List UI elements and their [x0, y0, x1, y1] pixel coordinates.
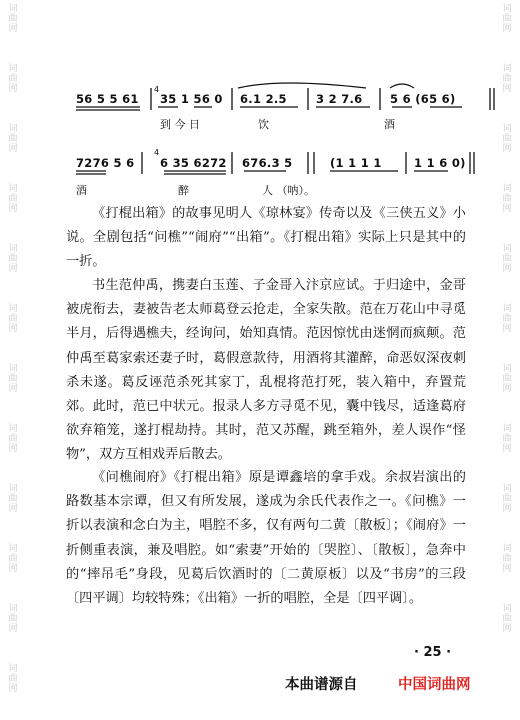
- watermark-char: 网: [502, 624, 512, 634]
- watermark-right-6: [502, 304, 512, 334]
- watermark-right-11: [502, 604, 512, 634]
- watermark-char: 词: [8, 604, 18, 614]
- watermark-char: 词: [502, 424, 512, 434]
- score-row2-measure1: 7276 5 6: [76, 156, 135, 170]
- watermark-char: 网: [8, 444, 18, 454]
- watermark-left-7: [8, 364, 18, 394]
- watermark-char: 网: [8, 264, 18, 274]
- svg-text:4: 4: [154, 85, 160, 94]
- watermark-right-10: [502, 544, 512, 574]
- watermark-char: 词: [8, 244, 18, 254]
- watermark-char: 网: [8, 504, 18, 514]
- watermark-char: 网: [502, 444, 512, 454]
- watermark-char: 网: [502, 84, 512, 94]
- lyric-row2-b: 醉: [178, 184, 189, 197]
- watermark-left-6: [8, 304, 18, 334]
- watermark-char: 曲: [8, 434, 18, 444]
- watermark-char: 词: [502, 64, 512, 74]
- watermark-char: 网: [8, 564, 18, 574]
- footer-site-link[interactable]: 中国词曲网: [398, 677, 471, 693]
- paragraph-plot: 书生范仲禹，携妻白玉莲、子金哥入汴京应试。于归途中，金哥被虎衔去，妻被告老太师葛登云抢走，全家失散。范在万花山中寻觅半月，后得遇樵夫，经询问，始知真情。范因惊忧由迷惘而疯颠。范仲禹至葛家索还妻子时，葛假意款待，用酒将其灌醉，命恶奴深夜刺杀未遂。葛反诬范杀死其家丁，乱棍将范打死，装入箱中，弃置荒郊。此时，范已中状元。报录人多方寻觅不见，囊中钱尽，适逢葛府欲弃箱笼，遂打棍劫持。其时，范又苏醒，跳至箱外，差人误作“怪物”，双方互相戏弄后散去。: [66, 278, 466, 463]
- footer-source-text: 本曲谱源自: [285, 677, 358, 693]
- watermark-char: 网: [8, 204, 18, 214]
- paragraph-intro: 《打棍出箱》的故事见明人《琼林宴》传奇以及《三侠五义》小说。全剧包括“问樵”“闹府”“出箱”。《打棍出箱》实际上只是其中的一折。: [66, 206, 466, 270]
- watermark-char: 词: [502, 124, 512, 134]
- watermark-char: 词: [502, 544, 512, 554]
- watermark-char: 曲: [502, 554, 512, 564]
- watermark-char: 词: [8, 484, 18, 494]
- watermark-char: 曲: [502, 254, 512, 264]
- watermark-char: 词: [8, 184, 18, 194]
- watermark-char: 网: [8, 684, 18, 694]
- watermark-char: 曲: [502, 614, 512, 624]
- score-row2-measure5: 1 1 6 0): [414, 156, 466, 170]
- watermark-char: 词: [8, 664, 18, 674]
- watermark-left-11: [8, 604, 18, 634]
- watermark-char: 曲: [8, 194, 18, 204]
- watermark-left-9: [8, 484, 18, 514]
- watermark-left-5: [8, 244, 18, 274]
- watermark-char: 网: [502, 264, 512, 274]
- page-number: · 25 ·: [414, 645, 452, 660]
- watermark-char: 词: [8, 4, 18, 14]
- watermark-char: 曲: [8, 314, 18, 324]
- watermark-char: 网: [8, 24, 18, 34]
- watermark-char: 网: [8, 84, 18, 94]
- paragraph-performance: 《问樵闹府》《打棍出箱》原是谭鑫培的拿手戏。余叔岩演出的路数基本宗谭，但又有所发展，遂成为余氏代表作之一。《问樵》一折以表演和念白为主，唱腔不多，仅有两句二黄〔散板〕；《闹府》一折侧重表演，兼及唱腔。如“索妻”开始的〔哭腔〕、〔散板〕，急奔中的“摔吊毛”身段，见葛后饮酒时的〔二黄原板〕以及“书房”的三段〔四平调〕均较特殊；《出箱》一折的唱腔，全是〔四平调〕。: [66, 470, 466, 607]
- watermark-left-12: [8, 664, 18, 694]
- watermark-char: 曲: [502, 134, 512, 144]
- score-row2-measure3: 676.3 5: [242, 156, 293, 170]
- watermark-char: 曲: [502, 434, 512, 444]
- watermark-char: 词: [8, 544, 18, 554]
- watermark-char: 词: [502, 364, 512, 374]
- watermark-char: 词: [8, 424, 18, 434]
- watermark-char: 网: [502, 204, 512, 214]
- watermark-char: 词: [8, 304, 18, 314]
- watermark-char: 网: [502, 504, 512, 514]
- watermark-char: 词: [502, 244, 512, 254]
- watermark-char: 网: [502, 564, 512, 574]
- watermark-char: 曲: [8, 614, 18, 624]
- watermark-char: 曲: [502, 74, 512, 84]
- watermark-char: 曲: [8, 674, 18, 684]
- score-row1-measure3: 6.1 2.5: [240, 92, 287, 106]
- watermark-char: 曲: [502, 374, 512, 384]
- watermark-right-5: [502, 244, 512, 274]
- watermark-char: 词: [8, 64, 18, 74]
- lyric-row2-c: 人 （呐）。: [262, 184, 315, 197]
- watermark-char: 网: [8, 624, 18, 634]
- score-row1-measure1: 56 5 5 61: [76, 92, 139, 106]
- watermark-char: 词: [502, 304, 512, 314]
- score-row1-measure5: 5 6 (65 6): [390, 92, 456, 106]
- watermark-left-10: [8, 544, 18, 574]
- watermark-char: 词: [502, 484, 512, 494]
- watermark-char: 网: [502, 144, 512, 154]
- watermark-right-9: [502, 484, 512, 514]
- watermark-char: 词: [502, 604, 512, 614]
- watermark-char: 网: [8, 384, 18, 394]
- watermark-char: 曲: [502, 494, 512, 504]
- watermark-char: 网: [8, 144, 18, 154]
- watermark-char: 词: [8, 124, 18, 134]
- watermark-right-8: [502, 424, 512, 454]
- watermark-char: 网: [502, 24, 512, 34]
- lyric-row1-a: 到 今 日: [160, 118, 200, 131]
- score-row2-measure2: 6 35 6272: [160, 156, 227, 170]
- watermark-char: 词: [502, 184, 512, 194]
- watermark-char: 网: [8, 324, 18, 334]
- watermark-char: 词: [502, 4, 512, 14]
- lyric-row2-a: 酒: [76, 184, 87, 197]
- watermark-char: 曲: [8, 254, 18, 264]
- watermark-char: 曲: [8, 74, 18, 84]
- watermark-char: 网: [502, 324, 512, 334]
- score-row1-measure4: 3 2 7.6: [316, 92, 363, 106]
- watermark-char: 曲: [8, 374, 18, 384]
- watermark-right-7: [502, 364, 512, 394]
- watermark-char: 曲: [502, 194, 512, 204]
- score-row2-measure4: (1 1 1 1: [330, 156, 382, 170]
- watermark-char: 曲: [8, 554, 18, 564]
- watermark-char: 曲: [502, 14, 512, 24]
- lyric-row1-b: 饮: [258, 118, 269, 131]
- watermark-char: 词: [8, 364, 18, 374]
- score-row1-measure2: 35 1 56 0: [160, 92, 223, 106]
- watermark-char: 曲: [502, 314, 512, 324]
- watermark-char: 曲: [8, 14, 18, 24]
- lyric-row1-c: 酒: [384, 118, 395, 131]
- watermark-char: 曲: [8, 494, 18, 504]
- watermark-left-8: [8, 424, 18, 454]
- svg-text:4: 4: [154, 148, 160, 157]
- watermark-char: 网: [502, 384, 512, 394]
- watermark-char: 曲: [8, 134, 18, 144]
